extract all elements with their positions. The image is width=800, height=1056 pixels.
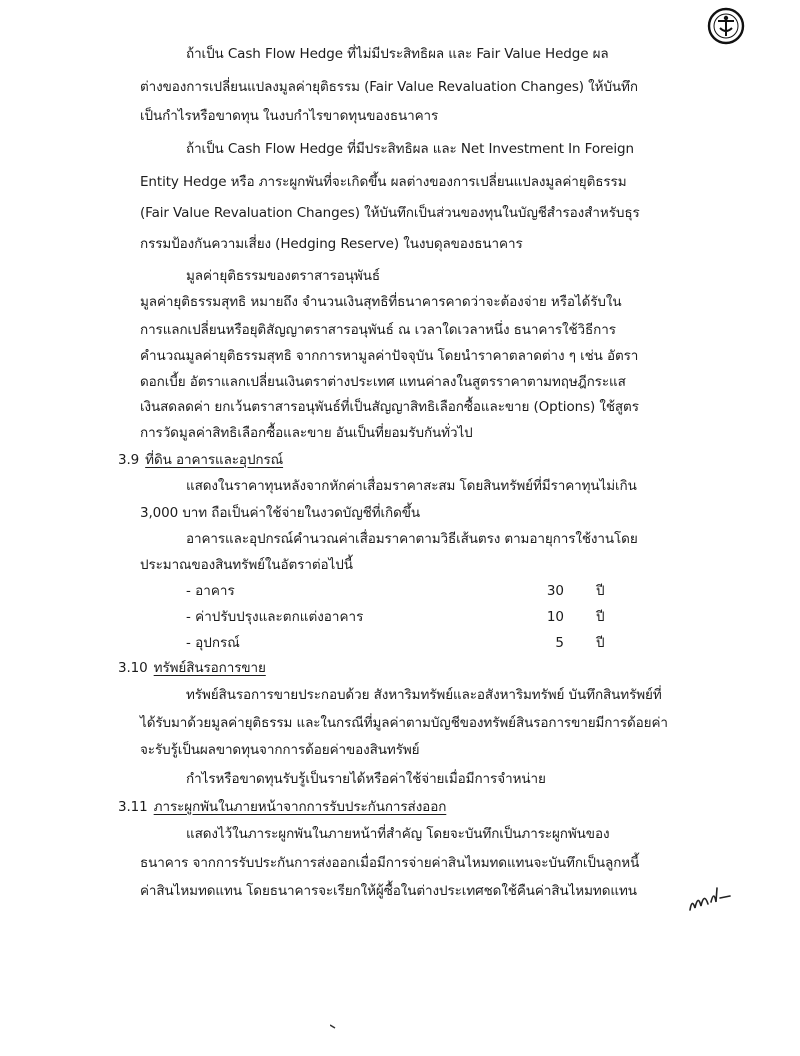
text-line: คำนวณมูลค่ายุติธรรมสุทธิ จากการหามูลค่าปัจจุบัน โดยนำราคาตลาดต่าง ๆ เช่น อัตรา bbox=[140, 348, 639, 364]
item-label: - ค่าปรับปรุงและตกแต่งอาคาร bbox=[186, 609, 364, 625]
scan-mark bbox=[330, 1024, 336, 1030]
text-line: ธนาคาร จากการรับประกันการส่งออกเมื่อมีการจ่ายค่าสินไหมทดแทนจะบันทึกเป็นลูกหนี้ bbox=[140, 855, 640, 871]
text-line: ถ้าเป็น Cash Flow Hedge ที่มีประสิทธิผล และ Net Investment In Foreign bbox=[186, 141, 634, 157]
text-line: แสดงไว้ในภาระผูกพันในภายหน้าที่สำคัญ โดยจะบันทึกเป็นภาระผูกพันของ bbox=[186, 826, 610, 842]
item-value: 10 bbox=[546, 609, 564, 625]
text-line: แสดงในราคาทุนหลังจากหักค่าเสื่อมราคาสะสม โดยสินทรัพย์ที่มีราคาทุนไม่เกิน bbox=[186, 478, 637, 494]
text-line: มูลค่ายุติธรรมสุทธิ หมายถึง จำนวนเงินสุทธิที่ธนาคารคาดว่าจะต้องจ่าย หรือได้รับใน bbox=[140, 294, 622, 310]
text-line: อาคารและอุปกรณ์คำนวณค่าเสื่อมราคาตามวิธีเส้นตรง ตามอายุการใช้งานโดย bbox=[186, 531, 638, 547]
item-value: 5 bbox=[555, 635, 564, 651]
item-unit: ปี bbox=[596, 583, 605, 599]
text-line: ค่าสินไหมทดแทน โดยธนาคารจะเรียกให้ผู้ซื้อในต่างประเทศชดใช้คืนค่าสินไหมทดแทน bbox=[140, 883, 637, 899]
item-value: 30 bbox=[546, 583, 564, 599]
item-label: - อาคาร bbox=[186, 583, 235, 599]
text-line: ประมาณของสินทรัพย์ในอัตราต่อไปนี้ bbox=[140, 557, 353, 573]
section-heading-3-10: 3.10 ทรัพย์สินรอการขาย bbox=[118, 660, 266, 676]
text-line: ได้รับมาด้วยมูลค่ายุติธรรม และในกรณีที่มูลค่าตามบัญชีของทรัพย์สินรอการขายมีการด้อยค่า bbox=[140, 715, 668, 731]
text-line: การวัดมูลค่าสิทธิเลือกซื้อและขาย อันเป็นที่ยอมรับกันทั่วไป bbox=[140, 425, 473, 441]
text-line: ทรัพย์สินรอการขายประกอบด้วย สังหาริมทรัพย์และอสังหาริมทรัพย์ บันทึกสินทรัพย์ที่ bbox=[186, 687, 662, 703]
section-heading-3-11: 3.11 ภาระผูกพันในภายหน้าจากการรับประกันการส่งออก bbox=[118, 799, 447, 815]
subheading-fair-value: มูลค่ายุติธรรมของตราสารอนุพันธ์ bbox=[186, 268, 381, 284]
text-line: Entity Hedge หรือ ภาระผูกพันที่จะเกิดขึ้น ผลต่างของการเปลี่ยนแปลงมูลค่ายุติธรรม bbox=[140, 174, 627, 190]
section-heading-3-9: 3.9 ที่ดิน อาคารและอุปกรณ์ bbox=[118, 452, 284, 468]
item-unit: ปี bbox=[596, 609, 605, 625]
text-line: ถ้าเป็น Cash Flow Hedge ที่ไม่มีประสิทธิผล และ Fair Value Hedge ผล bbox=[186, 46, 609, 62]
text-line: เป็นกำไรหรือขาดทุน ในงบกำไรขาดทุนของธนาคาร bbox=[140, 108, 439, 124]
text-line: กำไรหรือขาดทุนรับรู้เป็นรายได้หรือค่าใช้จ่ายเมื่อมีการจำหน่าย bbox=[186, 771, 546, 787]
item-unit: ปี bbox=[596, 635, 605, 651]
handwritten-initials bbox=[686, 880, 756, 920]
emblem-seal-icon bbox=[706, 6, 746, 46]
text-line: การแลกเปลี่ยนหรือยุติสัญญาตราสารอนุพันธ์ ณ เวลาใดเวลาหนึ่ง ธนาคารใช้วิธีการ bbox=[140, 322, 616, 338]
text-line: เงินสดลดค่า ยกเว้นตราสารอนุพันธ์ที่เป็นสัญญาสิทธิเลือกซื้อและขาย (Options) ใช้สูตร bbox=[140, 399, 639, 415]
text-line: กรรมป้องกันความเสี่ยง (Hedging Reserve) ในงบดุลของธนาคาร bbox=[140, 236, 523, 252]
text-line: ต่างของการเปลี่ยนแปลงมูลค่ายุติธรรม (Fair Value Revaluation Changes) ให้บันทึก bbox=[140, 79, 638, 95]
item-label: - อุปกรณ์ bbox=[186, 635, 240, 651]
text-line: (Fair Value Revaluation Changes) ให้บันทึกเป็นส่วนของทุนในบัญชีสำรองสำหรับธุร bbox=[140, 205, 640, 221]
text-line: จะรับรู้เป็นผลขาดทุนจากการด้อยค่าของสินทรัพย์ bbox=[140, 742, 420, 758]
text-line: ดอกเบี้ย อัตราแลกเปลี่ยนเงินตราต่างประเทศ แทนค่าลงในสูตรราคาตามทฤษฎีกระแส bbox=[140, 374, 626, 390]
text-line: 3,000 บาท ถือเป็นค่าใช้จ่ายในงวดบัญชีที่เกิดขึ้น bbox=[140, 505, 421, 521]
